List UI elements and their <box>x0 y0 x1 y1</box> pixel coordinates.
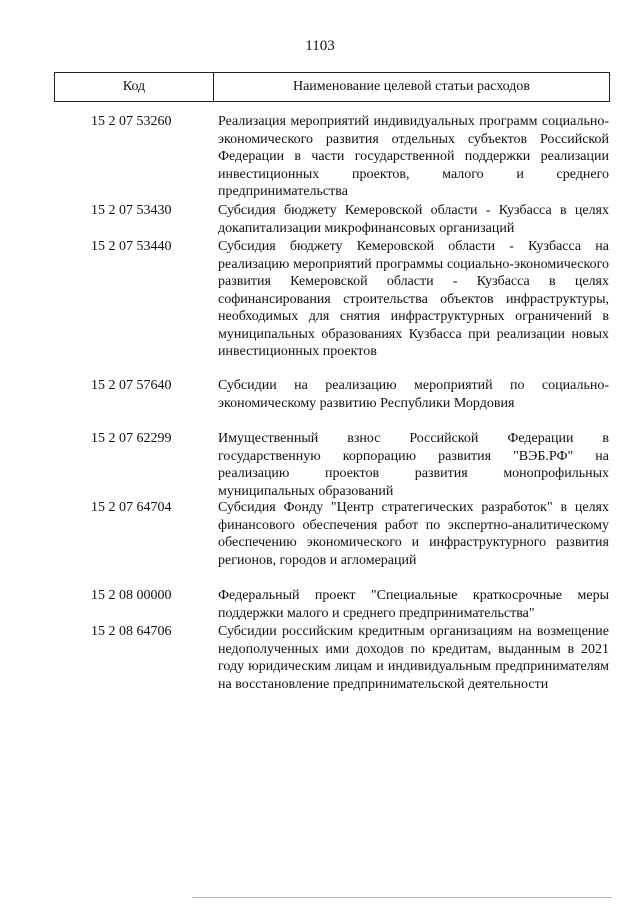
row-name: Имущественный взнос Российской Федерации в государственную корпорацию развития "ВЭБ.РФ" на реализацию проектов развития монопрофильных муниципальных образований <box>218 431 609 499</box>
row-name: Субсидия Фонду "Центр стратегических разработок" в целях финансового обеспечения работ по экспертно-аналитическому обеспечению экономического и инфраструктурного развития регионов, городов и агломераций <box>218 500 609 568</box>
row-code: 15 2 07 53260 <box>91 114 172 129</box>
table-row <box>0 587 640 623</box>
row-code: 15 2 07 62299 <box>91 431 172 446</box>
table-row <box>0 238 640 377</box>
row-name: Реализация мероприятий индивидуальных программ социально-экономического развития отдельных субъектов Российской Федерации в части государственной поддержки реализации инвестиционных проектов, малого и среднего предпринимательства <box>218 114 609 199</box>
page-number: 1103 <box>305 38 335 54</box>
table-body <box>0 113 640 713</box>
row-code: 15 2 08 64706 <box>91 624 172 639</box>
header-code: Код <box>55 73 214 101</box>
table-row <box>0 202 640 238</box>
row-name: Субсидии на реализацию мероприятий по социально-экономическому развитию Республики Мордовия <box>218 378 609 411</box>
table-row <box>0 113 640 202</box>
table-row <box>0 377 640 430</box>
table-row <box>0 499 640 587</box>
row-name: Субсидии российским кредитным организациям на возмещение недополученных ими доходов по кредитам, выданным в 2021 году юридическим лицам и индивидуальным предпринимателям на восстановление предпринимательской деятельности <box>218 624 609 692</box>
row-code: 15 2 08 00000 <box>91 588 172 603</box>
header-name: Наименование целевой статьи расходов <box>292 79 531 94</box>
row-name: Субсидия бюджету Кемеровской области - Кузбасса на реализацию мероприятий программы социально-экономического развития Кемеровской области - Кузбасса в целях софинансирования строительства объектов инфраструктуры, необходимых для снятия инфраструктурных ограничений в муниципальных образованиях Кузбасса при реализации новых инвестиционных проектов <box>218 239 609 359</box>
table-row <box>0 623 640 713</box>
row-code: 15 2 07 53440 <box>91 239 172 254</box>
row-code: 15 2 07 57640 <box>91 378 172 393</box>
row-code: 15 2 07 53430 <box>91 203 172 218</box>
page-bottom-edge <box>192 897 612 898</box>
table-row <box>0 430 640 499</box>
row-code: 15 2 07 64704 <box>91 500 172 515</box>
row-name: Субсидия бюджету Кемеровской области - Кузбасса в целях докапитализации микрофинансовых организаций <box>218 203 609 236</box>
row-name: Федеральный проект "Специальные краткосрочные меры поддержки малого и среднего предпринимательства" <box>218 588 609 621</box>
table-header <box>54 72 610 102</box>
